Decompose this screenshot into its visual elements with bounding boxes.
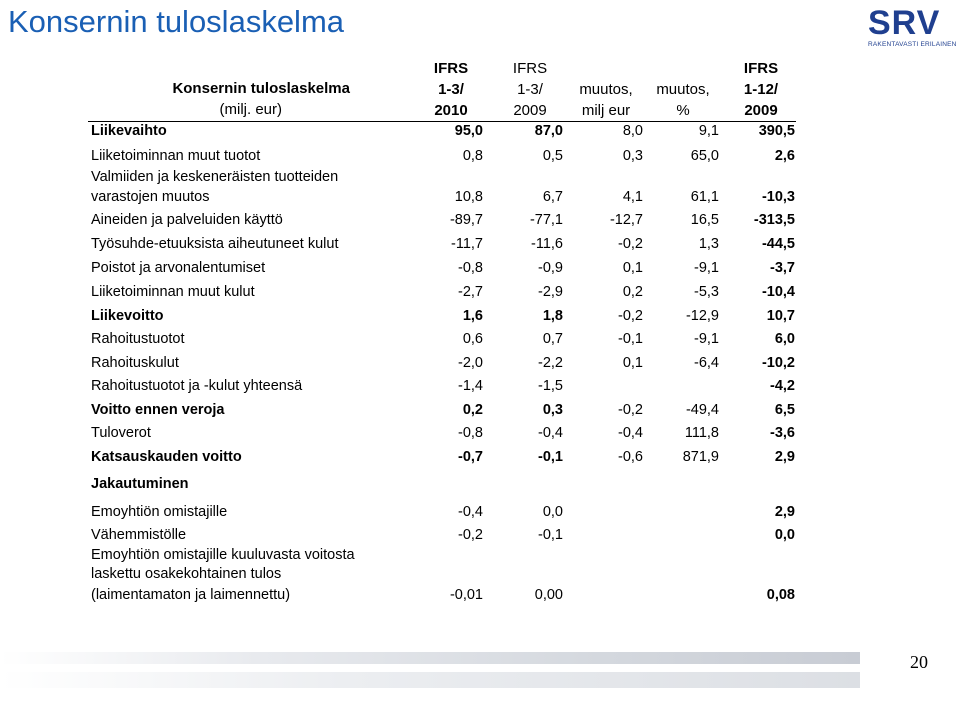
table-row xyxy=(88,185,795,208)
cell-col3: 0,3 xyxy=(622,148,643,164)
table-row xyxy=(88,118,795,144)
cell-col1: 0,8 xyxy=(462,148,483,164)
col1-line2: 1-3/ xyxy=(438,81,464,98)
cell-col4 xyxy=(643,168,719,185)
cell-col2: 0,00 xyxy=(534,586,563,603)
header-col2 xyxy=(496,58,564,121)
cell-col4: -5,3 xyxy=(694,284,719,300)
cell-col5: -44,5 xyxy=(761,236,795,252)
table-row xyxy=(88,280,795,304)
cell-col1: -1,4 xyxy=(458,378,483,394)
cell-col4: 9,1 xyxy=(698,123,719,139)
table-row xyxy=(88,468,795,500)
cell-col1: -0,8 xyxy=(458,260,483,276)
cell-col3: 0,1 xyxy=(622,354,643,371)
header-col3 xyxy=(568,79,644,121)
cell-col4 xyxy=(643,564,719,583)
header-col4 xyxy=(646,79,720,121)
cell-col2: -0,1 xyxy=(538,448,563,465)
row-label: Aineiden ja palveluiden käyttö xyxy=(91,212,283,228)
cell-col2: 6,7 xyxy=(542,188,563,205)
cell-col3: -0,2 xyxy=(618,401,643,418)
cell-col5: -4,2 xyxy=(770,378,795,394)
row-label: Tuloverot xyxy=(91,425,151,441)
table-row xyxy=(88,168,795,185)
cell-col3: 4,1 xyxy=(622,188,643,205)
cell-col2 xyxy=(483,468,563,500)
col5-line1: IFRS xyxy=(743,60,779,77)
cell-col3 xyxy=(563,583,643,606)
col5-line2: 1-12/ xyxy=(743,81,779,98)
row-label: Katsauskauden voitto xyxy=(91,448,242,465)
cell-col2: 0,3 xyxy=(542,401,563,418)
cell-col2: -2,2 xyxy=(538,354,563,371)
cell-col1: 0,2 xyxy=(462,401,483,418)
cell-col5 xyxy=(719,564,795,583)
cell-col5: -10,2 xyxy=(761,354,795,371)
cell-col1: -11,7 xyxy=(451,236,483,252)
cell-col3 xyxy=(563,524,643,545)
page-number: 20 xyxy=(910,652,928,672)
table-row xyxy=(88,351,795,374)
cell-col4: -9,1 xyxy=(694,331,719,347)
cell-col3 xyxy=(563,374,643,398)
cell-col5: 2,9 xyxy=(774,504,795,520)
cell-col5: 2,6 xyxy=(774,148,795,164)
table-row xyxy=(88,256,795,280)
table-row xyxy=(88,374,795,398)
row-label: Liiketoiminnan muut kulut xyxy=(91,284,255,300)
col4-line1: muutos, xyxy=(656,81,710,98)
cell-col4 xyxy=(643,583,719,606)
page-title: Konsernin tuloslaskelma xyxy=(8,4,345,39)
cell-col4: 871,9 xyxy=(682,448,719,465)
cell-col1 xyxy=(421,468,483,500)
cell-col1: 1,6 xyxy=(462,307,483,324)
logo-mark: SRV xyxy=(868,4,941,42)
row-label: Rahoituskulut xyxy=(91,354,179,371)
row-label: Liikevoitto xyxy=(91,307,164,324)
cell-col1: -0,8 xyxy=(458,425,483,441)
cell-col5: 6,5 xyxy=(774,401,795,418)
cell-col2: 87,0 xyxy=(534,123,563,139)
cell-col1: -0,01 xyxy=(449,586,483,603)
row-label: Liikevaihto xyxy=(91,123,167,139)
cell-col1 xyxy=(421,168,483,185)
cell-col1 xyxy=(421,545,483,564)
cell-col3: -0,2 xyxy=(618,236,643,252)
table-row xyxy=(88,327,795,351)
row-label: laskettu osakekohtainen tulos xyxy=(91,565,282,582)
header-col1 xyxy=(416,58,486,121)
table-row xyxy=(88,304,795,327)
cell-col2: -1,5 xyxy=(538,378,563,394)
cell-col1: 95,0 xyxy=(454,123,483,139)
table-row xyxy=(88,524,795,545)
header-col5 xyxy=(726,58,796,121)
cell-col5: 0,08 xyxy=(766,586,795,603)
cell-col1 xyxy=(421,564,483,583)
cell-col3 xyxy=(563,468,643,500)
cell-col4 xyxy=(643,524,719,545)
cell-col4 xyxy=(643,468,719,500)
cell-col3: 8,0 xyxy=(622,123,643,139)
table-row xyxy=(88,500,795,524)
cell-col2: 0,0 xyxy=(542,504,563,520)
col1-line3: 2010 xyxy=(434,102,468,119)
cell-col1: -2,7 xyxy=(458,284,483,300)
col1-line1: IFRS xyxy=(433,60,469,77)
table-row xyxy=(88,583,795,606)
cell-col1: -0,2 xyxy=(458,526,483,543)
cell-col2: 0,5 xyxy=(542,148,563,164)
cell-col2 xyxy=(483,545,563,564)
cell-col4: -49,4 xyxy=(685,401,719,418)
cell-col5: 0,0 xyxy=(774,526,795,543)
cell-col3: -12,7 xyxy=(609,212,643,228)
cell-col3: -0,1 xyxy=(618,331,643,347)
cell-col5: -10,3 xyxy=(761,188,795,205)
cell-col4: 61,1 xyxy=(690,188,719,205)
cell-col4: -6,4 xyxy=(694,354,719,371)
cell-col3: 0,1 xyxy=(622,260,643,276)
row-label: Emoyhtiön omistajille kuuluvasta voitosta xyxy=(91,546,355,563)
row-label: Rahoitustuotot xyxy=(91,331,185,347)
cell-col4: 1,3 xyxy=(698,236,719,252)
cell-col5: 2,9 xyxy=(774,448,795,465)
cell-col2: -77,1 xyxy=(529,212,563,228)
cell-col5 xyxy=(719,168,795,185)
col5-line3: 2009 xyxy=(744,102,778,119)
table-row xyxy=(88,232,795,256)
table-row xyxy=(88,208,795,232)
col3-line1: muutos, xyxy=(579,81,633,98)
cell-col5: 6,0 xyxy=(774,331,795,347)
row-label: Liiketoiminnan muut tuotot xyxy=(91,148,261,164)
income-statement-table xyxy=(88,118,795,606)
cell-col4: 16,5 xyxy=(690,212,719,228)
cell-col5: 10,7 xyxy=(766,307,795,324)
cell-col4: -9,1 xyxy=(694,260,719,276)
cell-col3: -0,6 xyxy=(618,448,643,465)
cell-col4: 65,0 xyxy=(690,148,719,164)
cell-col4: 111,8 xyxy=(684,425,719,441)
table-row xyxy=(88,144,795,168)
col2-line1: IFRS xyxy=(512,60,548,77)
cell-col3: -0,4 xyxy=(618,425,643,441)
row-label: (laimentamaton ja laimennettu) xyxy=(91,586,291,603)
cell-col2 xyxy=(483,564,563,583)
table-row xyxy=(88,398,795,421)
cell-col4: -12,9 xyxy=(685,307,719,324)
col2-line2: 1-3/ xyxy=(517,81,543,98)
cell-col1: -89,7 xyxy=(449,212,483,228)
cell-col3 xyxy=(563,500,643,524)
col3-line2: milj eur xyxy=(581,102,631,119)
table-row xyxy=(88,445,795,468)
logo-tagline: RAKENTAVASTI ERILAINEN xyxy=(868,41,957,48)
cell-col3: 0,2 xyxy=(622,284,643,300)
footer-decoration-bar xyxy=(0,652,860,664)
header-label-line1: Konsernin tuloslaskelma xyxy=(172,80,350,97)
cell-col5: 390,5 xyxy=(758,123,795,139)
cell-col3 xyxy=(563,545,643,564)
cell-col4 xyxy=(643,500,719,524)
srv-logo xyxy=(868,6,956,52)
footer-decoration-bar-lower xyxy=(0,672,860,688)
cell-col5: -3,6 xyxy=(770,425,795,441)
cell-col2: 1,8 xyxy=(542,307,563,324)
header-label-line2: (milj. eur) xyxy=(219,101,282,118)
cell-col1: 10,8 xyxy=(454,188,483,205)
row-label: Valmiiden ja keskeneräisten tuotteiden xyxy=(91,168,339,185)
table-row xyxy=(88,545,795,564)
row-label: Työsuhde-etuuksista aiheutuneet kulut xyxy=(91,236,339,252)
cell-col3 xyxy=(563,564,643,583)
row-label: Emoyhtiön omistajille xyxy=(91,504,228,520)
table-row xyxy=(88,421,795,445)
cell-col3: -0,2 xyxy=(618,307,643,324)
row-label: Rahoitustuotot ja -kulut yhteensä xyxy=(91,378,303,394)
col4-line2: % xyxy=(676,102,690,119)
cell-col2: -0,1 xyxy=(538,526,563,543)
cell-col3 xyxy=(563,168,643,185)
row-label: Poistot ja arvonalentumiset xyxy=(91,260,266,276)
cell-col2: -0,9 xyxy=(538,260,563,276)
cell-col2 xyxy=(483,168,563,185)
cell-col5: -3,7 xyxy=(770,260,795,276)
table-row xyxy=(88,564,795,583)
cell-col4 xyxy=(643,545,719,564)
cell-col1: -0,4 xyxy=(458,504,483,520)
cell-col5: -313,5 xyxy=(753,212,795,228)
cell-col2: -11,6 xyxy=(531,236,563,252)
cell-col5: -10,4 xyxy=(761,284,795,300)
row-label: Vähemmistölle xyxy=(91,526,187,543)
cell-col2: 0,7 xyxy=(542,331,563,347)
row-label: varastojen muutos xyxy=(91,188,210,205)
row-label: Jakautuminen xyxy=(91,476,189,492)
cell-col5 xyxy=(719,545,795,564)
cell-col4 xyxy=(643,374,719,398)
cell-col2: -2,9 xyxy=(538,284,563,300)
cell-col5 xyxy=(719,468,795,500)
col2-line3: 2009 xyxy=(513,102,547,119)
cell-col1: -0,7 xyxy=(458,448,483,465)
cell-col2: -0,4 xyxy=(538,425,563,441)
row-label: Voitto ennen veroja xyxy=(91,401,225,418)
cell-col1: 0,6 xyxy=(462,331,483,347)
cell-col1: -2,0 xyxy=(458,354,483,371)
